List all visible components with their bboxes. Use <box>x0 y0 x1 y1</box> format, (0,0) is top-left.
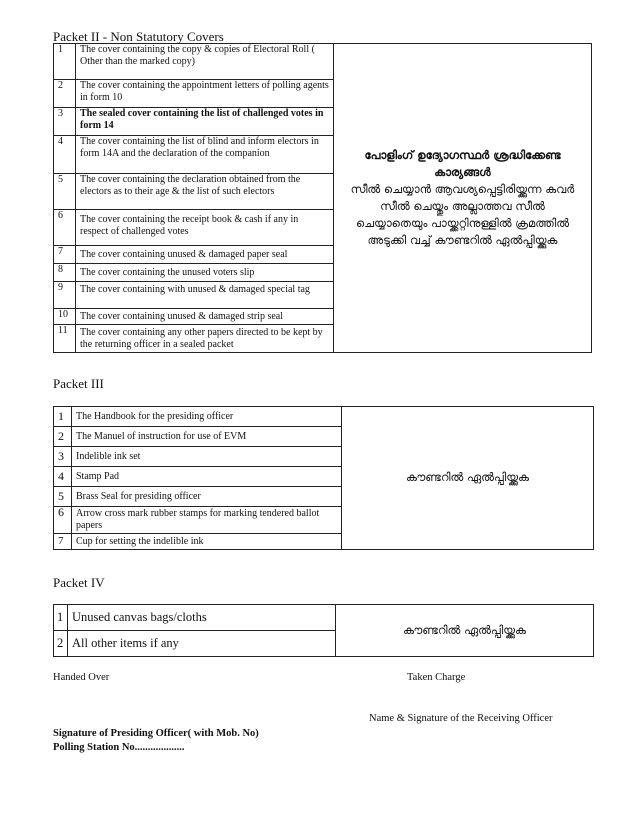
row-number: 7 <box>54 246 76 264</box>
row-number: 4 <box>54 467 72 487</box>
row-number: 6 <box>54 210 76 246</box>
row-text: The sealed cover containing the list of challenged votes in form 14 <box>76 108 334 136</box>
row-text: The cover containing unused & damaged strip seal <box>76 309 334 325</box>
packet4-table <box>53 604 594 657</box>
row-text: The cover containing unused & damaged paper seal <box>76 246 334 264</box>
row-text: The cover containing the unused voters slip <box>76 264 334 282</box>
row-number: 2 <box>54 631 68 657</box>
row-text: Unused canvas bags/cloths <box>68 605 336 631</box>
row-text: Brass Seal for presiding officer <box>72 487 342 507</box>
row-text: The Manuel of instruction for use of EVM <box>72 427 342 447</box>
row-text: All other items if any <box>68 631 336 657</box>
row-text: The cover containing the copy & copies of Electoral Roll ( Other than the marked copy) <box>76 44 334 80</box>
packet3-table <box>53 406 594 550</box>
instructions-heading: പോളിംഗ് ഉദ്യോഗസ്ഥര്‍ ശ്രദ്ധിക്കേണ്ട കാര്യങ്ങള്‍ <box>364 148 561 179</box>
row-number: 5 <box>54 174 76 210</box>
row-number: 2 <box>54 427 72 447</box>
presiding-officer-signature-label: Signature of Presiding Officer( with Mob. No) <box>53 728 259 739</box>
row-number: 8 <box>54 264 76 282</box>
row-number: 11 <box>54 325 76 353</box>
row-number: 1 <box>54 605 68 631</box>
row-number: 9 <box>54 282 76 309</box>
row-number: 10 <box>54 309 76 325</box>
row-text: Indelible ink set <box>72 447 342 467</box>
row-number: 4 <box>54 136 76 174</box>
packet2-title: Packet II - Non Statutory Covers <box>53 29 224 44</box>
row-text: Stamp Pad <box>72 467 342 487</box>
taken-charge-label: Taken Charge <box>407 672 466 683</box>
row-number: 6 <box>54 507 72 534</box>
handed-over-label: Handed Over <box>53 672 110 683</box>
row-text: Arrow cross mark rubber stamps for marking tendered ballot papers <box>72 507 342 534</box>
row-text: Cup for setting the indelible ink <box>72 534 342 550</box>
row-number: 5 <box>54 487 72 507</box>
packet2-instructions <box>334 44 592 353</box>
row-number: 3 <box>54 108 76 136</box>
receiving-officer-label: Name & Signature of the Receiving Officer <box>369 713 553 724</box>
packet4-instructions <box>336 605 594 657</box>
packet3-instructions <box>342 407 594 550</box>
packet4-title: Packet IV <box>53 575 105 590</box>
packet3-title: Packet III <box>53 376 104 391</box>
row-text: The cover containing the appointment letters of polling agents in form 10 <box>76 80 334 108</box>
row-number: 7 <box>54 534 72 550</box>
row-number: 1 <box>54 407 72 427</box>
packet2-table <box>53 43 592 353</box>
row-number: 1 <box>54 44 76 80</box>
polling-station-label: Polling Station No................... <box>53 742 185 753</box>
row-number: 3 <box>54 447 72 467</box>
row-text: The cover containing the receipt book & cash if any in respect of challenged votes <box>76 210 334 246</box>
row-text: The Handbook for the presiding officer <box>72 407 342 427</box>
instructions-text: സീല്‍ ചെയ്യാന്‍ ആവശ്യപ്പെട്ടിരിയ്ക്കുന്ന കവര്‍ സീല്‍ ചെയ്തും അല്ലാത്തവ സീല്‍ ചെയ്യാതെയും പായ്ക്കറ്റിനുള്ളില്‍ ക്രമത്തില്‍ അടുക്കി വച്ച് കൗണ്ടറില്‍ ഏല്‍പ്പിയ്ക്കുക <box>350 182 575 247</box>
row-text: The cover containing with unused & damaged special tag <box>76 282 334 309</box>
row-number: 2 <box>54 80 76 108</box>
instructions-text: കൗണ്ടറില്‍ ഏല്‍പ്പിയ്ക്കുക <box>402 622 526 637</box>
row-text: The cover containing the list of blind and inform electors in form 14A and the declaration of the companion <box>76 136 334 174</box>
row-text: The cover containing the declaration obtained from the electors as to their age & the list of such electors <box>76 174 334 210</box>
row-text: The cover containing any other papers directed to be kept by the returning officer in a sealed packet <box>76 325 334 353</box>
instructions-text: കൗണ്ടറില്‍ ഏല്‍പ്പിയ്ക്കുക <box>405 470 529 485</box>
